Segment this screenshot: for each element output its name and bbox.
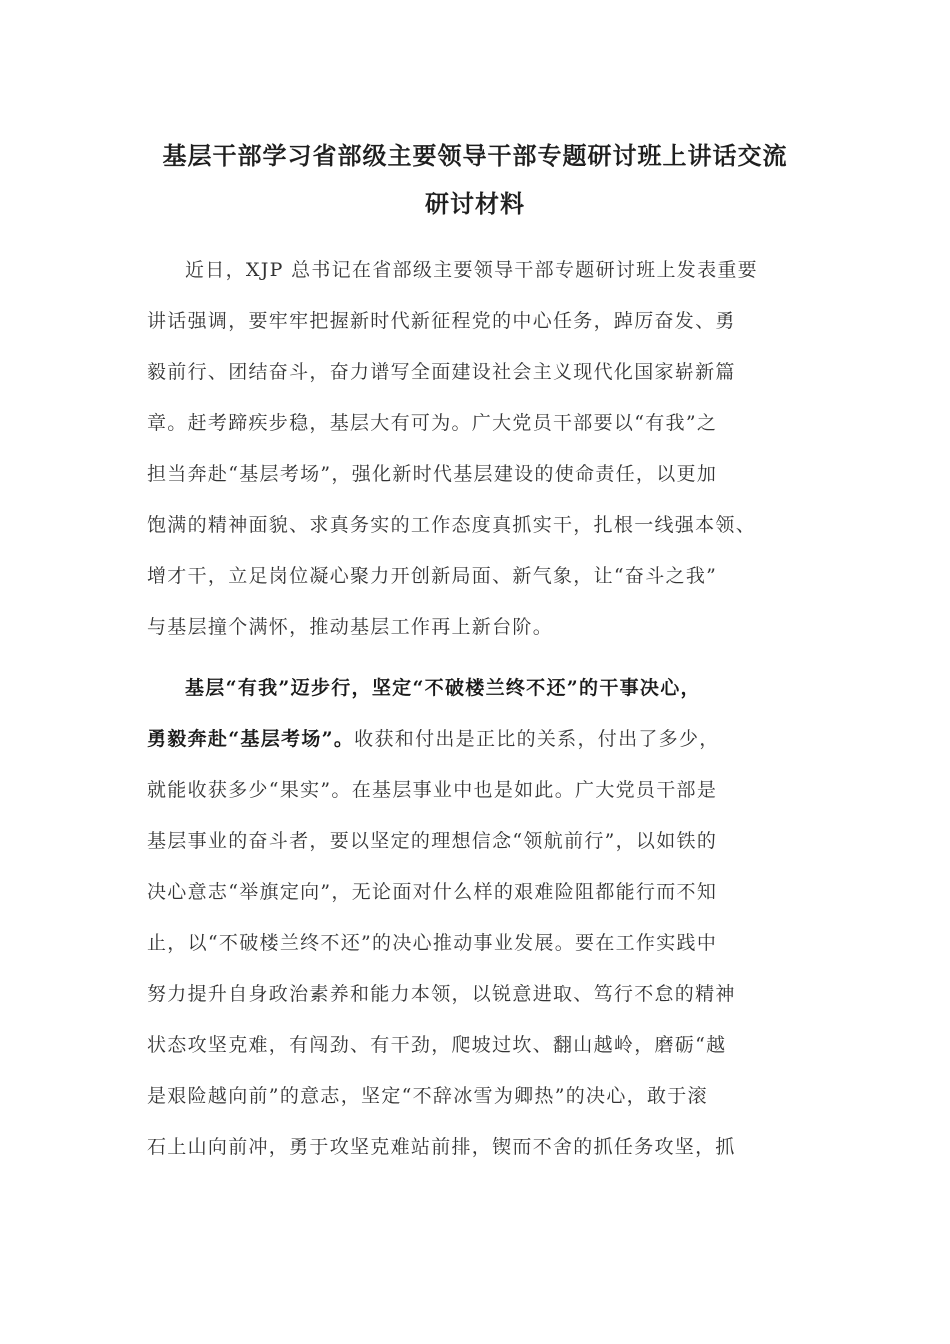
paragraph-line: 担当奔赴“基层考场”，强化新时代基层建设的使命责任，以更加: [147, 463, 718, 485]
paragraph-line: 饱满的精神面貌、求真务实的工作态度真抓实干，扎根一线强本领、: [147, 514, 757, 536]
document-title: [120, 132, 830, 228]
paragraph-line: 努力提升自身政治素养和能力本领，以锐意进取、笃行不怠的精神: [147, 983, 736, 1005]
paragraph-line: 止，以“不破楼兰终不还”的决心推动事业发展。要在工作实践中: [147, 932, 718, 954]
paragraph-line: 决心意志“举旗定向”，无论面对什么样的艰难险阻都能行而不知: [147, 881, 718, 903]
paragraph-line: [147, 714, 807, 765]
paragraph-section-1: [147, 663, 807, 1173]
paragraph-intro: [147, 245, 807, 653]
section-heading-tail: 勇毅奔赴“基层考场”。: [147, 728, 355, 750]
paragraph-line: 与基层撞个满怀，推动基层工作再上新台阶。: [147, 616, 554, 638]
paragraph-line: 是艰险越向前”的意志，坚定“不辞冰雪为卿热”的决心，敢于滚: [147, 1085, 708, 1107]
paragraph-line: 毅前行、团结奋斗，奋力谱写全面建设社会主义现代化国家崭新篇: [147, 361, 736, 383]
paragraph-line: 章。赶考蹄疾步稳，基层大有可为。广大党员干部要以“有我”之: [147, 412, 718, 434]
paragraph-spacer: [147, 653, 807, 663]
paragraph-text: 收获和付出是正比的关系，付出了多少，: [354, 728, 720, 750]
section-heading-line: 基层“有我”迈步行，坚定“不破楼兰终不还”的干事决心，: [185, 677, 701, 699]
paragraph-line: 近日，XJP 总书记在省部级主要领导干部专题研讨班上发表重要: [185, 259, 758, 281]
document-body: [147, 245, 807, 1173]
paragraph-line: 讲话强调，要牢牢把握新时代新征程党的中心任务，踔厉奋发、勇: [147, 310, 736, 332]
paragraph-line: 石上山向前冲，勇于攻坚克难站前排，锲而不舍的抓任务攻坚，抓: [147, 1136, 736, 1158]
title-line-2: 研讨材料: [425, 189, 525, 218]
paragraph-line: 就能收获多少“果实”。在基层事业中也是如此。广大党员干部是: [147, 779, 718, 801]
paragraph-line: 增才干，立足岗位凝心聚力开创新局面、新气象，让“奋斗之我”: [147, 565, 718, 587]
paragraph-line: 基层事业的奋斗者，要以坚定的理想信念“领航前行”，以如铁的: [147, 830, 718, 852]
paragraph-line: 状态攻坚克难，有闯劲、有干劲，爬坡过坎、翻山越岭，磨砺“越: [147, 1034, 727, 1056]
title-line-1: 基层干部学习省部级主要领导干部专题研讨班上讲话交流: [162, 141, 788, 170]
